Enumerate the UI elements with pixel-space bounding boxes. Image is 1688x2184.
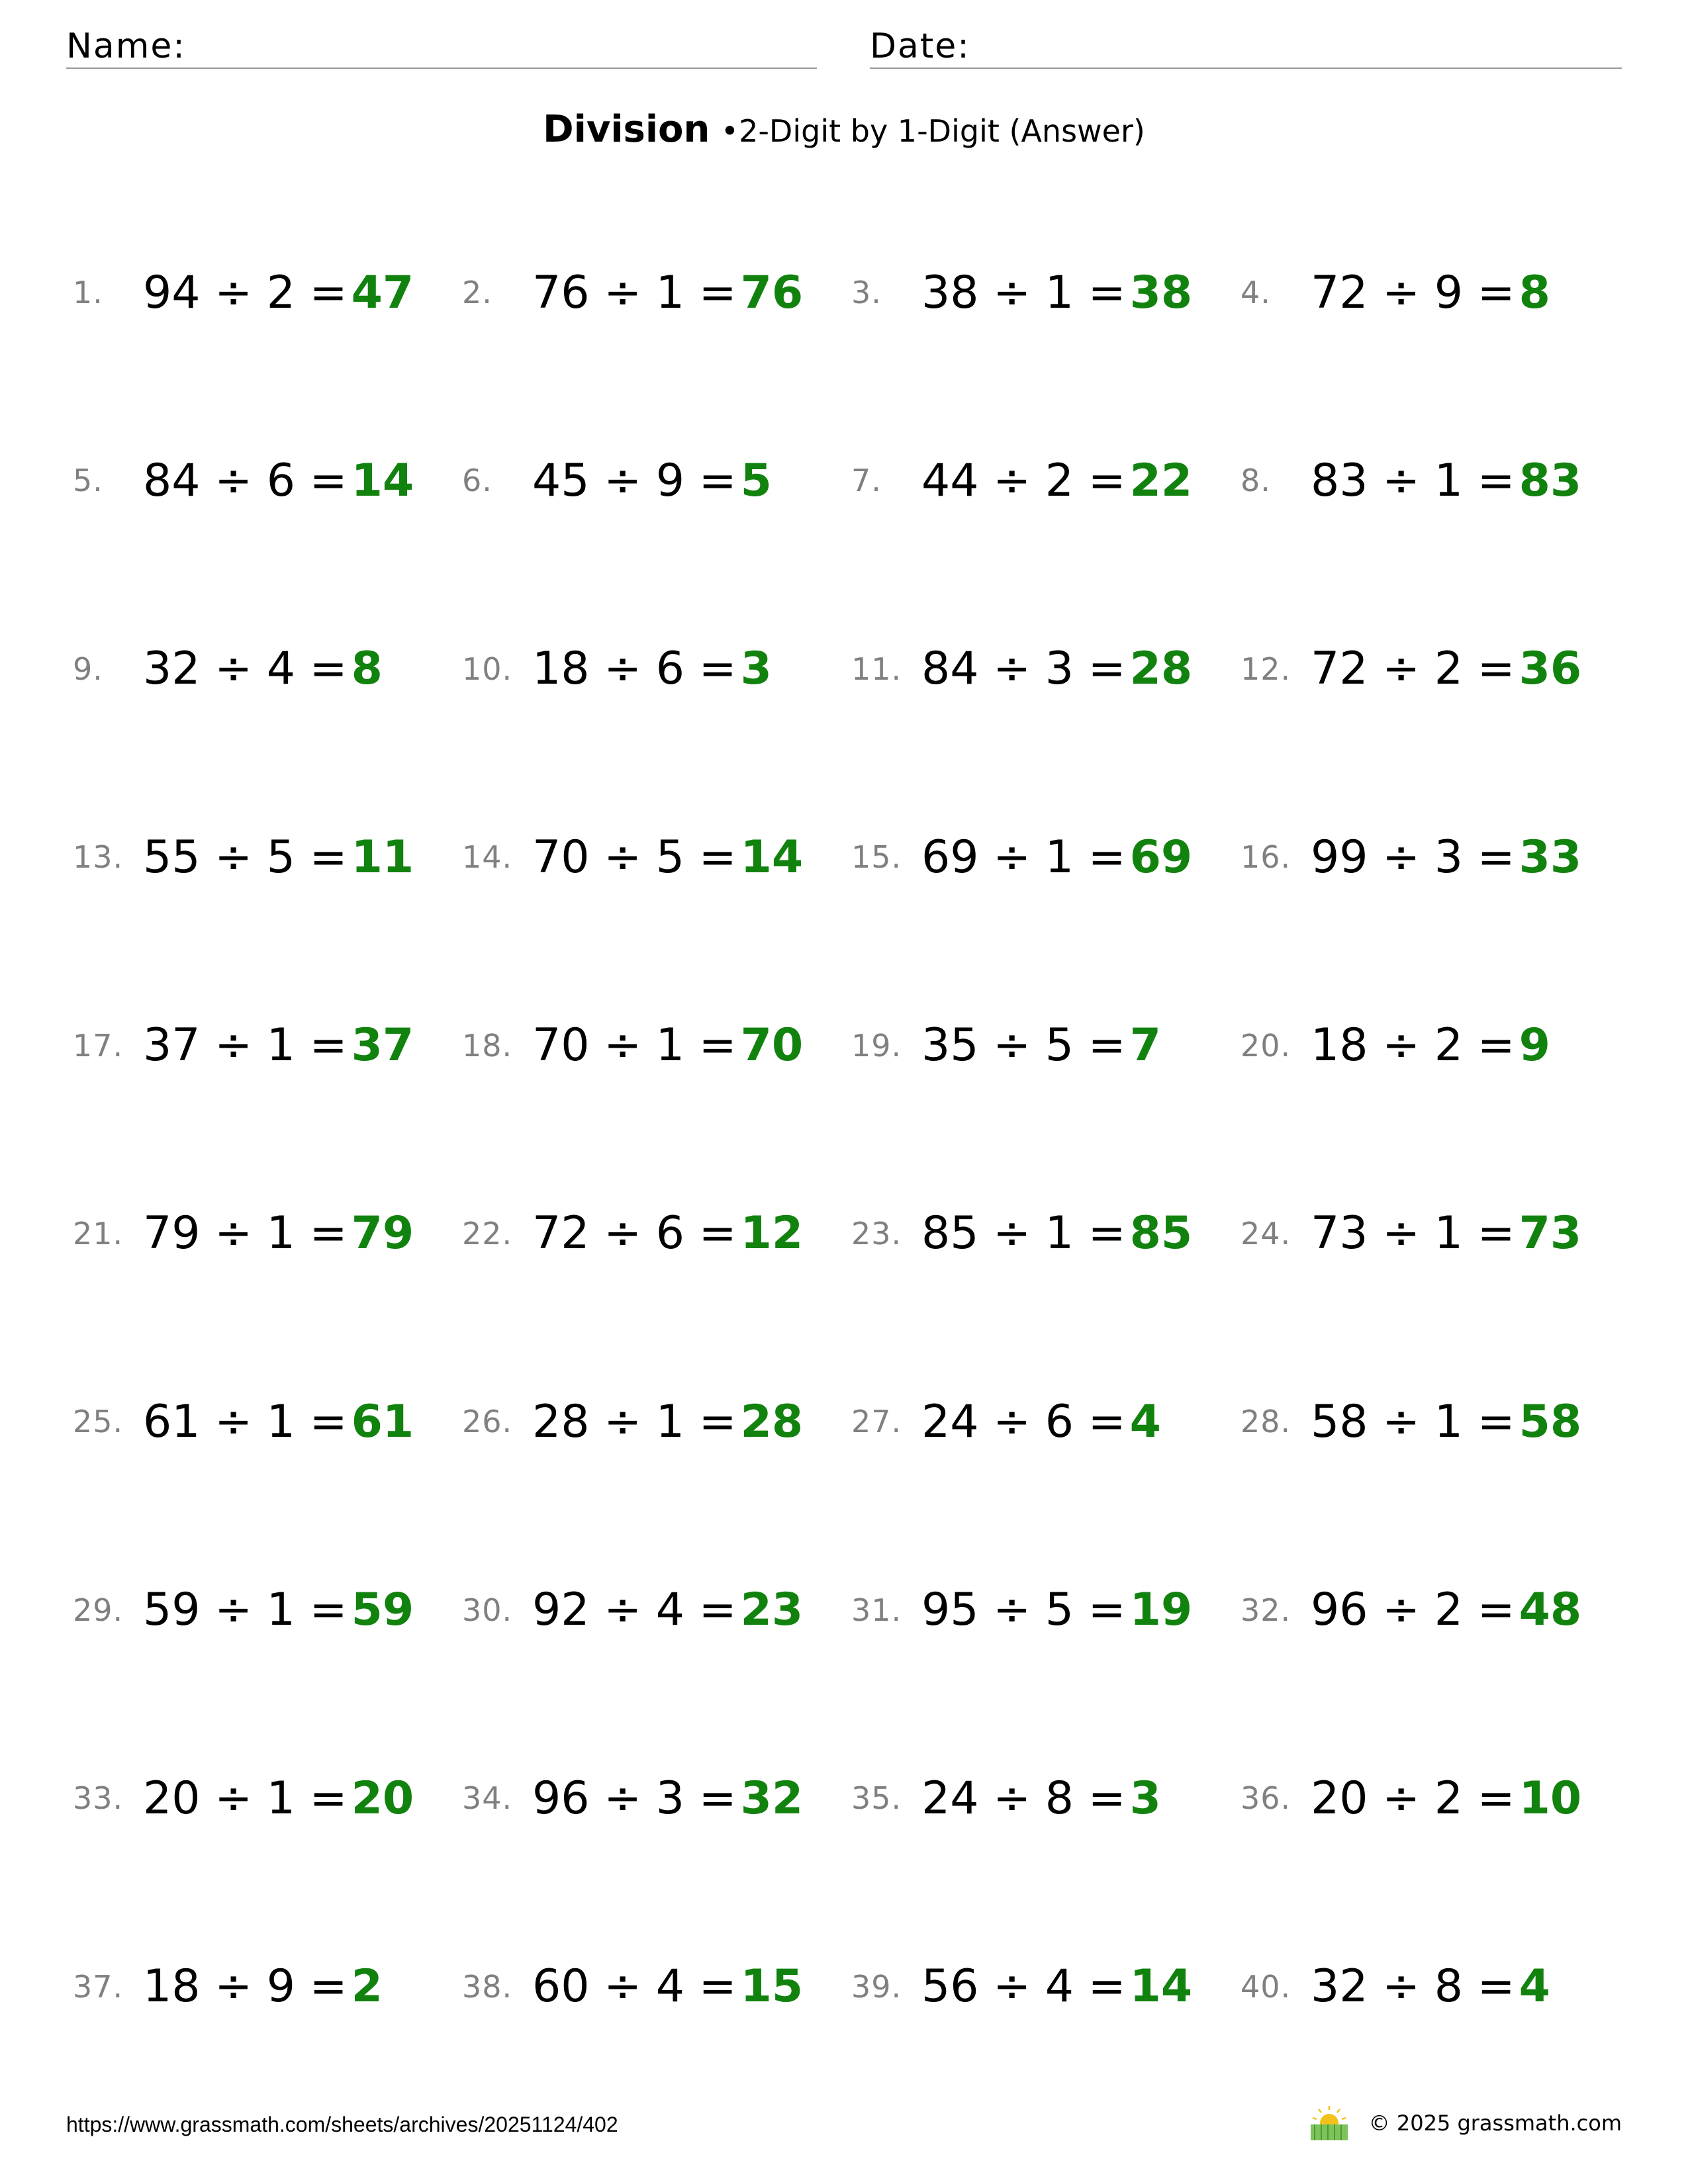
problem-answer: 83 <box>1519 454 1582 507</box>
problem-item <box>73 1555 462 1666</box>
problem-item <box>851 425 1241 536</box>
problem-expression: 18 ÷ 9 = <box>143 1960 348 2013</box>
problem-number: 24. <box>1241 1215 1291 1251</box>
problem-item <box>73 801 462 913</box>
problem-number: 2. <box>462 275 492 310</box>
problem-answer: 76 <box>740 266 804 319</box>
title-main: Division <box>543 108 710 151</box>
problem-answer: 14 <box>351 454 414 507</box>
title-separator: • <box>720 113 739 149</box>
problem-number: 8. <box>1241 463 1271 499</box>
name-label: Name: <box>66 26 186 66</box>
problem-item <box>73 1931 462 2042</box>
problem-answer: 11 <box>351 831 414 884</box>
problem-number: 9. <box>73 651 103 687</box>
problem-number: 7. <box>851 463 882 499</box>
problem-item <box>1241 801 1630 913</box>
problem-expression: 72 ÷ 6 = <box>532 1207 737 1260</box>
problem-answer: 28 <box>740 1395 804 1448</box>
problem-number: 10. <box>462 651 513 687</box>
problem-answer: 36 <box>1519 643 1582 696</box>
problem-item <box>1241 1178 1630 1289</box>
problem-answer: 7 <box>1129 1019 1161 1072</box>
date-field[interactable] <box>870 25 1622 69</box>
problem-number: 22. <box>462 1215 513 1251</box>
problem-expression: 92 ÷ 4 = <box>532 1584 737 1637</box>
problem-expression: 60 ÷ 4 = <box>532 1960 737 2013</box>
problem-expression: 99 ÷ 3 = <box>1311 831 1515 884</box>
problem-number: 1. <box>73 275 103 310</box>
problem-number: 37. <box>73 1968 124 2005</box>
problem-number: 31. <box>851 1592 902 1628</box>
problem-answer: 4 <box>1519 1960 1550 2013</box>
problem-number: 23. <box>851 1215 902 1251</box>
footer-url: https://www.grassmath.com/sheets/archives/20251124/402 <box>66 2113 618 2136</box>
problem-item <box>1241 425 1630 536</box>
problem-number: 38. <box>462 1968 513 2005</box>
problem-item <box>851 1366 1241 1477</box>
problem-answer: 48 <box>1519 1584 1582 1637</box>
problem-item <box>73 990 462 1101</box>
problem-answer: 59 <box>351 1584 414 1637</box>
problem-expression: 94 ÷ 2 = <box>143 266 348 319</box>
problem-number: 12. <box>1241 651 1291 687</box>
problem-number: 30. <box>462 1592 513 1628</box>
problem-item <box>851 1555 1241 1666</box>
problem-answer: 20 <box>351 1772 414 1825</box>
problem-item <box>1241 1931 1630 2042</box>
problem-item <box>851 1743 1241 1854</box>
problem-item <box>462 1555 851 1666</box>
problem-number: 39. <box>851 1968 902 2005</box>
problem-expression: 18 ÷ 2 = <box>1311 1019 1515 1072</box>
footer-brand <box>1308 2105 1622 2142</box>
problem-answer: 15 <box>740 1960 804 2013</box>
problem-expression: 32 ÷ 4 = <box>143 643 348 696</box>
problem-answer: 33 <box>1519 831 1582 884</box>
problem-answer: 32 <box>740 1772 804 1825</box>
problem-item <box>462 801 851 913</box>
problem-item <box>1241 990 1630 1101</box>
problem-answer: 14 <box>740 831 804 884</box>
problem-expression: 69 ÷ 1 = <box>921 831 1126 884</box>
problem-expression: 20 ÷ 1 = <box>143 1772 348 1825</box>
problem-answer: 3 <box>740 643 772 696</box>
problem-number: 27. <box>851 1404 902 1440</box>
problem-item <box>462 1366 851 1477</box>
date-label: Date: <box>870 26 970 66</box>
problem-item <box>1241 614 1630 725</box>
problem-number: 21. <box>73 1215 124 1251</box>
problem-expression: 96 ÷ 2 = <box>1311 1584 1515 1637</box>
problem-item <box>851 990 1241 1101</box>
problem-expression: 95 ÷ 5 = <box>921 1584 1126 1637</box>
problem-item <box>1241 1743 1630 1854</box>
problem-expression: 18 ÷ 6 = <box>532 643 737 696</box>
problem-answer: 12 <box>740 1207 804 1260</box>
problem-number: 6. <box>462 463 492 499</box>
problem-expression: 72 ÷ 2 = <box>1311 643 1515 696</box>
problem-number: 32. <box>1241 1592 1291 1628</box>
problem-item <box>462 237 851 348</box>
problem-number: 18. <box>462 1027 513 1064</box>
problem-item <box>73 1178 462 1289</box>
problem-expression: 56 ÷ 4 = <box>921 1960 1126 2013</box>
problem-item <box>73 614 462 725</box>
problem-item <box>462 425 851 536</box>
title-subtitle: 2-Digit by 1-Digit (Answer) <box>739 113 1145 149</box>
name-field[interactable] <box>66 25 817 69</box>
problem-number: 36. <box>1241 1780 1291 1817</box>
problem-answer: 9 <box>1519 1019 1550 1072</box>
problem-answer: 70 <box>740 1019 804 1072</box>
problem-answer: 38 <box>1129 266 1193 319</box>
sun-over-grass-icon <box>1308 2105 1350 2142</box>
problem-answer: 28 <box>1129 643 1193 696</box>
problem-number: 17. <box>73 1027 124 1064</box>
problem-answer: 69 <box>1129 831 1193 884</box>
problem-expression: 45 ÷ 9 = <box>532 454 737 507</box>
problem-number: 5. <box>73 463 103 499</box>
problem-item <box>1241 1555 1630 1666</box>
problem-answer: 19 <box>1129 1584 1193 1637</box>
problem-number: 34. <box>462 1780 513 1817</box>
problem-answer: 3 <box>1129 1772 1161 1825</box>
problem-number: 20. <box>1241 1027 1291 1064</box>
problem-expression: 76 ÷ 1 = <box>532 266 737 319</box>
problem-number: 14. <box>462 839 513 876</box>
problem-number: 26. <box>462 1404 513 1440</box>
problem-answer: 23 <box>740 1584 804 1637</box>
problem-number: 33. <box>73 1780 124 1817</box>
problem-expression: 55 ÷ 5 = <box>143 831 348 884</box>
problem-item <box>1241 237 1630 348</box>
problem-expression: 24 ÷ 6 = <box>921 1395 1126 1448</box>
problem-item <box>851 614 1241 725</box>
problem-answer: 10 <box>1519 1772 1582 1825</box>
problem-answer: 37 <box>351 1019 414 1072</box>
problem-number: 3. <box>851 275 882 310</box>
worksheet-title <box>0 105 1688 156</box>
problem-item <box>462 1931 851 2042</box>
problem-number: 40. <box>1241 1968 1291 2005</box>
problem-answer: 2 <box>351 1960 383 2013</box>
problem-expression: 70 ÷ 1 = <box>532 1019 737 1072</box>
problem-expression: 24 ÷ 8 = <box>921 1772 1126 1825</box>
problem-answer: 85 <box>1129 1207 1193 1260</box>
problem-expression: 58 ÷ 1 = <box>1311 1395 1515 1448</box>
problem-answer: 8 <box>1519 266 1550 319</box>
problem-answer: 5 <box>740 454 772 507</box>
problem-answer: 22 <box>1129 454 1193 507</box>
problem-number: 4. <box>1241 275 1271 310</box>
problem-expression: 61 ÷ 1 = <box>143 1395 348 1448</box>
problem-expression: 32 ÷ 8 = <box>1311 1960 1515 2013</box>
problem-answer: 8 <box>351 643 383 696</box>
problem-answer: 61 <box>351 1395 414 1448</box>
problem-answer: 4 <box>1129 1395 1161 1448</box>
problem-answer: 79 <box>351 1207 414 1260</box>
problem-item <box>462 1178 851 1289</box>
problem-item <box>1241 1366 1630 1477</box>
problem-number: 11. <box>851 651 902 687</box>
problem-expression: 79 ÷ 1 = <box>143 1207 348 1260</box>
problem-item <box>73 425 462 536</box>
problem-expression: 28 ÷ 1 = <box>532 1395 737 1448</box>
problem-expression: 85 ÷ 1 = <box>921 1207 1126 1260</box>
problem-number: 28. <box>1241 1404 1291 1440</box>
problem-expression: 73 ÷ 1 = <box>1311 1207 1515 1260</box>
problem-item <box>851 801 1241 913</box>
problem-answer: 47 <box>351 266 414 319</box>
problem-answer: 73 <box>1519 1207 1582 1260</box>
problem-item <box>462 1743 851 1854</box>
copyright-text: © 2025 grassmath.com <box>1368 2111 1622 2136</box>
problem-item <box>851 237 1241 348</box>
problem-item <box>73 1366 462 1477</box>
problem-expression: 84 ÷ 3 = <box>921 643 1126 696</box>
problem-number: 15. <box>851 839 902 876</box>
problem-expression: 44 ÷ 2 = <box>921 454 1126 507</box>
problem-expression: 70 ÷ 5 = <box>532 831 737 884</box>
problem-expression: 38 ÷ 1 = <box>921 266 1126 319</box>
problem-expression: 59 ÷ 1 = <box>143 1584 348 1637</box>
problem-item <box>73 1743 462 1854</box>
problem-answer: 14 <box>1129 1960 1193 2013</box>
problem-item <box>462 990 851 1101</box>
problem-number: 35. <box>851 1780 902 1817</box>
problem-expression: 20 ÷ 2 = <box>1311 1772 1515 1825</box>
problem-item <box>851 1931 1241 2042</box>
problem-number: 25. <box>73 1404 124 1440</box>
problem-expression: 84 ÷ 6 = <box>143 454 348 507</box>
problem-number: 16. <box>1241 839 1291 876</box>
problem-number: 19. <box>851 1027 902 1064</box>
problem-expression: 83 ÷ 1 = <box>1311 454 1515 507</box>
problem-answer: 58 <box>1519 1395 1582 1448</box>
problem-number: 13. <box>73 839 124 876</box>
problem-grid <box>73 237 1622 2116</box>
problem-expression: 96 ÷ 3 = <box>532 1772 737 1825</box>
problem-item <box>462 614 851 725</box>
problem-expression: 37 ÷ 1 = <box>143 1019 348 1072</box>
problem-expression: 72 ÷ 9 = <box>1311 266 1515 319</box>
problem-number: 29. <box>73 1592 124 1628</box>
problem-item <box>851 1178 1241 1289</box>
problem-expression: 35 ÷ 5 = <box>921 1019 1126 1072</box>
problem-item <box>73 237 462 348</box>
